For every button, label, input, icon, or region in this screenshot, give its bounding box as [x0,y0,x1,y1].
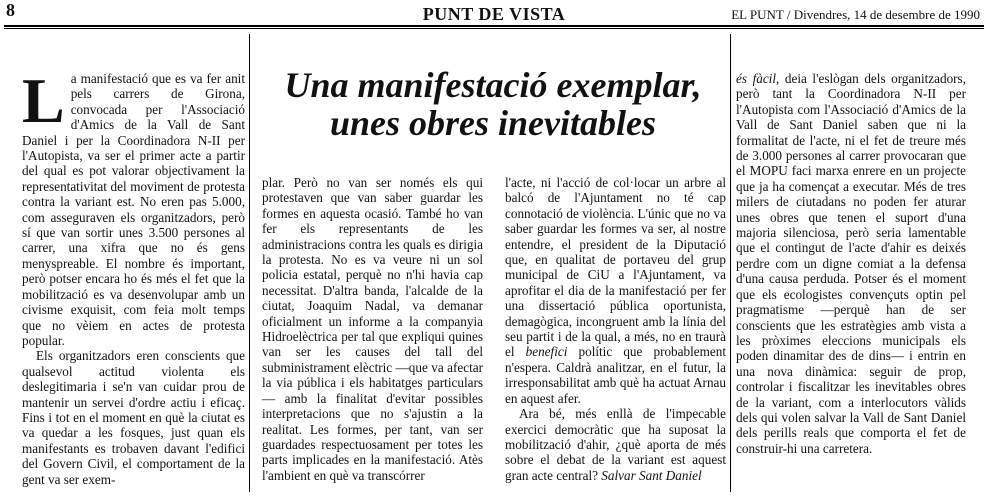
header-rule [4,25,984,27]
header-rule-thin [4,28,984,29]
emphasis: benefici [525,344,568,360]
paragraph [22,65,245,348]
dateline: EL PUNT / Divendres, 14 de desembre de 1990 [731,7,980,22]
paragraph-text: l'acte, ni l'acció de col·locar un arbre al balcó de l'Ajuntament no té cap connotació de violència. L'únic que no va saber guardar les formes va ser, al nostre entendre, el president de la Diputació que, en qualitat de portaveu del grup municipal de CiU a l'Ajuntament, va aprofitar el dia de la manifestació per fer una dissertació pública oportunista, demagògica, incongruent amb la línia del seu partit i de la qual, a més, no en traurà el [505,175,726,360]
paragraph [736,71,966,456]
paragraph [505,406,726,483]
emphasis: Salvar Sant Daniel [601,467,702,483]
paragraph [505,175,726,406]
emphasis: és fàcil [736,71,777,86]
page-header [0,0,988,26]
headline-line-2: unes obres inevitables [329,103,656,143]
page-number: 8 [6,0,15,20]
paragraph-text: polític que probablement n'espera. Caldrà analitzar, en el futur, la irresponsabilitat amb què ha actuat Arnau en aquest afer. [505,344,726,406]
paragraph-text: a manifestació que es va fer anit pels carrers de Girona, convocada per l'Associació d'Amics de la Vall de Sant Daniel i per la Coordinadora N-II per l'Autopista, va ser el primer acte a partir del qual es pot valorar objectivament la representativitat del moviment de protesta contra la variant est. No eren pas 5.000, com asseguraven els organitzadors, però sí que van sortir unes 3.500 persones al carrer, una xifra que no és gens menyspreable. El nombre és important, però potser encara ho és més el fet que la mobilització es va desenvolupar amb un civisme exquisit, com feia molt temps que no vèiem en actes de protesta popular. [22,71,245,348]
paragraph: Els organitzadors eren conscients que qualsevol actitud violenta els deslegitimaria i se'n van cuidar prou de mantenir un servei d'ordre actiu i eficaç. Fins i tot en el moment en què la ciutat es va quedar a les fosques, just quan els manifestants es trobaven davant l'edifici del Govern Civil, el comportament de la gent va ser exem- [22,348,245,487]
paragraph: plar. Però no van ser només els qui protestaven que van saber guardar les formes en aquesta ocasió. També ho van fer els representants de les administracions contra les quals es dirigia la protesta. No es va veure ni un sol policia estatal, perquè no n'hi havia cap necessitat. D'altra banda, l'alcalde de la ciutat, Joaquim Nadal, va demanar oficialment un informe a la companyia Hidroelèctrica per tal que expliqui quines van ser les causes del tall del subministrament elèctric —que va afectar la via pública i els habitatges particulars— amb la finalitat d'evitar possibles interpretacions que no s'ajustin a la realitat. Les formes, per tant, van ser guardades respectuosament per totes les parts implicades en la manifestació. Atès l'ambient en què va transcórrer [262,175,483,483]
headline-line-1: Una manifestació exemplar, [284,65,702,105]
paragraph-text: , deia l'eslògan dels organitzadors, però tant la Coordinadora N-II per l'Autopista com l'Associació d'Amics de la Vall de Sant Daniel saben que ni la formalitat de l'acte, ni el fet de treure més de 3.000 persones al carrer provocaran que el MOPU faci marxa enrere en un projecte que ja ha començat a executar. Més de tres milers de ciutadans no poden fer aturar unes obres que tenen el suport d'una majoria silenciosa, però seria lamentable que el contingut de l'acte d'ahir es deixés perdre com un digne comiat a la defensa d'una causa perduda. Potser és el moment que els ecologistes convençuts optin pel pragmatisme —perquè han de ser conscients que les estratègies amb vista a les pròximes eleccions municipals els poden dinamitar des de dins— i entrin en una nova dinàmica: seguir de prop, controlar i fiscalitzar les inevitables obres de la variant, com a interlocutors vàlids dels qui volen salvar la Vall de Sant Daniel dels perills reals que comporta el fet de construir-hi una carretera. [736,71,966,456]
article-headline [258,66,728,142]
article-column-1 [22,65,245,487]
article-column-4 [736,71,966,456]
article-column-3 [505,175,726,483]
column-divider [249,34,250,492]
paragraph-text: Ara bé, més enllà de l'impecable exercici democràtic que ha suposat la mobilització d'ahir, ¿què aporta de més sobre el debat de la variant est aquest gran acte central? [505,406,726,483]
section-title: PUNT DE VISTA [422,4,566,24]
article-column-2 [262,175,483,483]
column-divider [730,34,731,492]
drop-cap: L [22,65,65,136]
